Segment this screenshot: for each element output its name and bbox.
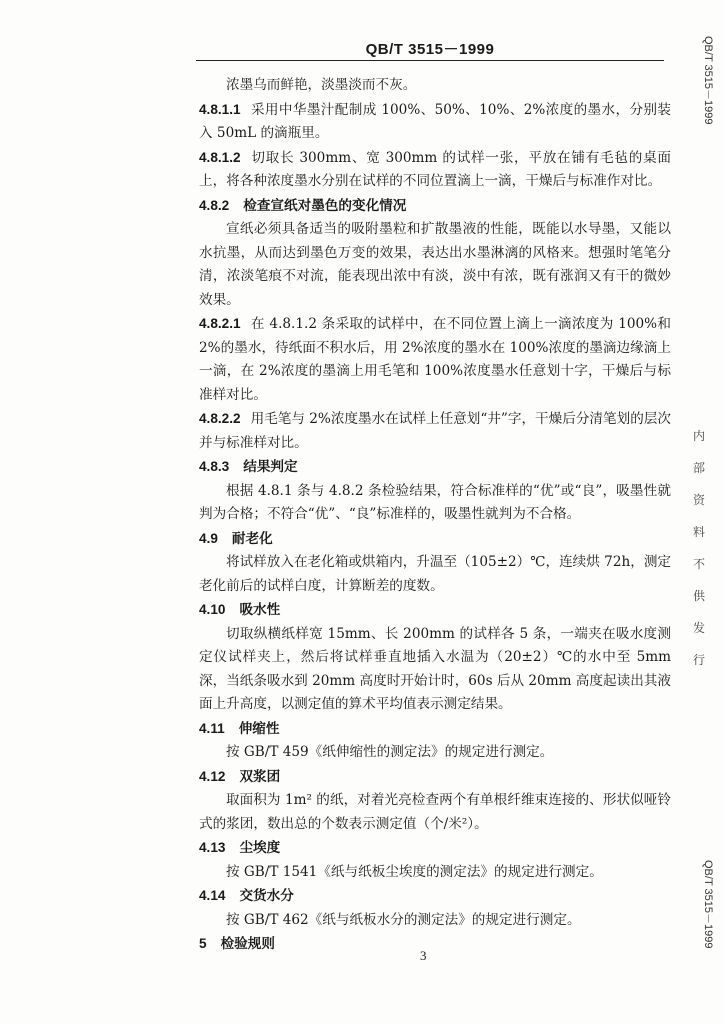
paragraph: 切取纵横纸样宽 15mm、长 200mm 的试样各 5 条，一端夹在吸水度测定仪试样夹上，然后将试样垂直地插入水温为（20±2）℃的水中至 5mm 深，当纸条吸水到 20mm 高度时开始计时，60s 后从 20mm 高度起读出其液面上升高度，以测定值的算术平均值表示测定结果。 [199, 625, 671, 712]
header-rule [196, 60, 664, 61]
heading-4-12: 4.12 双浆团 [199, 768, 281, 785]
paragraph: 按 GB/T 1541《纸与纸板尘埃度的测定法》的规定进行测定。 [226, 863, 603, 880]
paragraph: 取面积为 1m² 的纸，对着光亮检查两个有单根纤维束连接的、形状似哑铃式的浆团，数出总的个数表示测定值（个/米²）。 [199, 792, 671, 832]
clause-4-8-1-1: 4.8.1.1 采用中华墨汁配制成 100%、50%、10%、2%浓度的墨水，分别装入 50mL 的滴瓶里。 [199, 101, 671, 141]
clause-4-8-2-1: 4.8.2.1 在 4.8.1.2 条采取的试样中，在不同位置上滴上一滴浓度为 100%和 2%的墨水，待纸面不积水后，用 2%浓度的墨水在 100%浓度的墨滴边缘滴上一滴，在 2%浓度的墨滴上用毛笔和 100%浓度墨水任意划十字，干燥后与标准样对比。 [199, 316, 671, 403]
page-number: 3 [420, 948, 427, 963]
heading-4-8-3: 4.8.3 结果判定 [199, 459, 298, 475]
margin-code-bottom: QB/T 3515－1999 [702, 860, 714, 949]
margin-stamp-text: 内 部 资 料 不 供 发 行 [692, 429, 705, 667]
heading-5: 5 检验规则 [199, 936, 275, 952]
heading-4-10: 4.10 吸水性 [199, 602, 281, 618]
paragraph: 将试样放入在老化箱或烘箱内，升温至（105±2）℃，连续烘 72h，测定老化前后的试样白度，计算断差的度数。 [199, 554, 672, 594]
paragraph: 宣纸必须具备适当的吸附墨粒和扩散墨液的性能，既能以水导墨，又能以水抗墨，从而达到墨色万变的效果，表达出水墨淋漓的风格来。想强时笔笔分清，浓淡笔痕不对流，能表现出浓中有淡，淡中有浓，既有涨润又有干的微妙效果。 [199, 221, 671, 308]
paragraph: 根据 4.8.1 条与 4.8.2 条检验结果，符合标准样的“优”或“良”，吸墨性就判为合格；不符合“优”、“良”标准样的，吸墨性就判为不合格。 [199, 482, 671, 522]
heading-4-8-2: 4.8.2 检查宣纸对墨色的变化情况 [199, 197, 407, 214]
margin-code-top: QB/T 3515－1999 [702, 36, 714, 125]
heading-4-13: 4.13 尘埃度 [199, 840, 281, 856]
main-content [199, 74, 671, 957]
clause-4-8-2-2: 4.8.2.2 用毛笔与 2%浓度墨水在试样上任意划“井”字，干燥后分清笔划的层次并与标准样对比。 [199, 411, 671, 451]
paragraph: 按 GB/T 462《纸与纸板水分的测定法》的规定进行测定。 [226, 911, 581, 928]
page-header: QB/T 3515－1999 [365, 41, 495, 58]
paragraph: 按 GB/T 459《纸伸缩性的测定法》的规定进行测定。 [226, 744, 554, 760]
heading-4-11: 4.11 伸缩性 [199, 720, 280, 737]
clause-4-8-1-2: 4.8.1.2 切取长 300mm、宽 300mm 的试样一张，平放在铺有毛毡的桌面上，将各种浓度墨水分别在试样的不同位置滴上一滴，干燥后与标准作对比。 [199, 149, 671, 189]
heading-4-9: 4.9 耐老化 [199, 530, 273, 547]
paragraph: 浓墨乌而鲜艳，淡墨淡而不灰。 [226, 77, 417, 93]
heading-4-14: 4.14 交货水分 [199, 888, 294, 904]
